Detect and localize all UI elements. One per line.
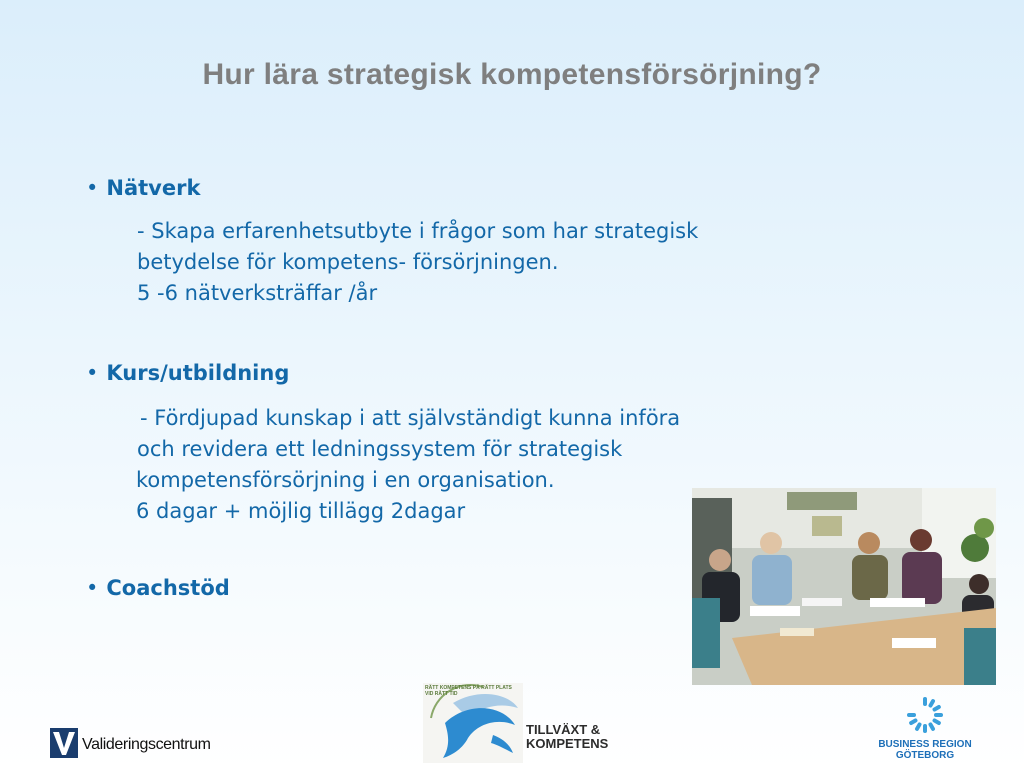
- text-line: 5 -6 nätverksträffar /år: [137, 281, 378, 305]
- tillvaxt-kompetens-logo: [423, 683, 609, 763]
- bullet-kurs-utbildning: [86, 361, 289, 385]
- v-mark-icon: [50, 728, 78, 758]
- bullet-heading: Kurs/utbildning: [106, 361, 290, 385]
- text-line: - Skapa erfarenhetsutbyte i frågor som har strategisk: [137, 219, 699, 243]
- slide-title: Hur lära strategisk kompetensförsörjning?: [202, 58, 822, 91]
- bullet-natverk: [86, 176, 200, 200]
- tillvaxt-line: TILLVÄXT &: [526, 722, 601, 737]
- text-line: - Fördjupad kunskap i att självständigt kunna införa: [140, 406, 681, 430]
- text-line: kompetensförsörjning i en organisation.: [136, 468, 555, 492]
- circular-arrows-icon: [905, 695, 945, 735]
- business-region-line: BUSINESS REGION: [878, 739, 972, 750]
- business-region-goteborg-logo: [870, 693, 980, 765]
- bullet-dot: •: [86, 361, 99, 385]
- bullet-dot: •: [86, 176, 99, 200]
- kompetens-line: KOMPETENS: [526, 736, 609, 751]
- text-line: och revidera ett ledningssystem för strategisk: [137, 437, 623, 461]
- kurs-description: [136, 403, 681, 527]
- valideringscentrum-text: Valideringscentrum: [82, 736, 211, 753]
- meeting-photo-illustration: [692, 488, 996, 685]
- bullet-dot: •: [86, 576, 99, 600]
- tillvaxt-kompetens-text: [526, 723, 608, 751]
- bullet-coachstod: [86, 576, 230, 600]
- natverk-description: [137, 216, 698, 309]
- bullet-heading: Coachstöd: [106, 576, 230, 600]
- bullet-heading: Nätverk: [106, 176, 201, 200]
- business-region-text: [870, 739, 980, 761]
- text-line: 6 dagar + möjlig tillägg 2dagar: [136, 499, 466, 523]
- meeting-photo: [692, 488, 996, 685]
- tillvaxt-arc-text: RÄTT KOMPETENS PÅ RÄTT PLATS VID RÄTT TID: [425, 685, 512, 697]
- valideringscentrum-logo: [50, 727, 220, 761]
- text-line: betydelse för kompetens- försörjningen.: [137, 250, 559, 274]
- goteborg-line: GÖTEBORG: [895, 750, 955, 761]
